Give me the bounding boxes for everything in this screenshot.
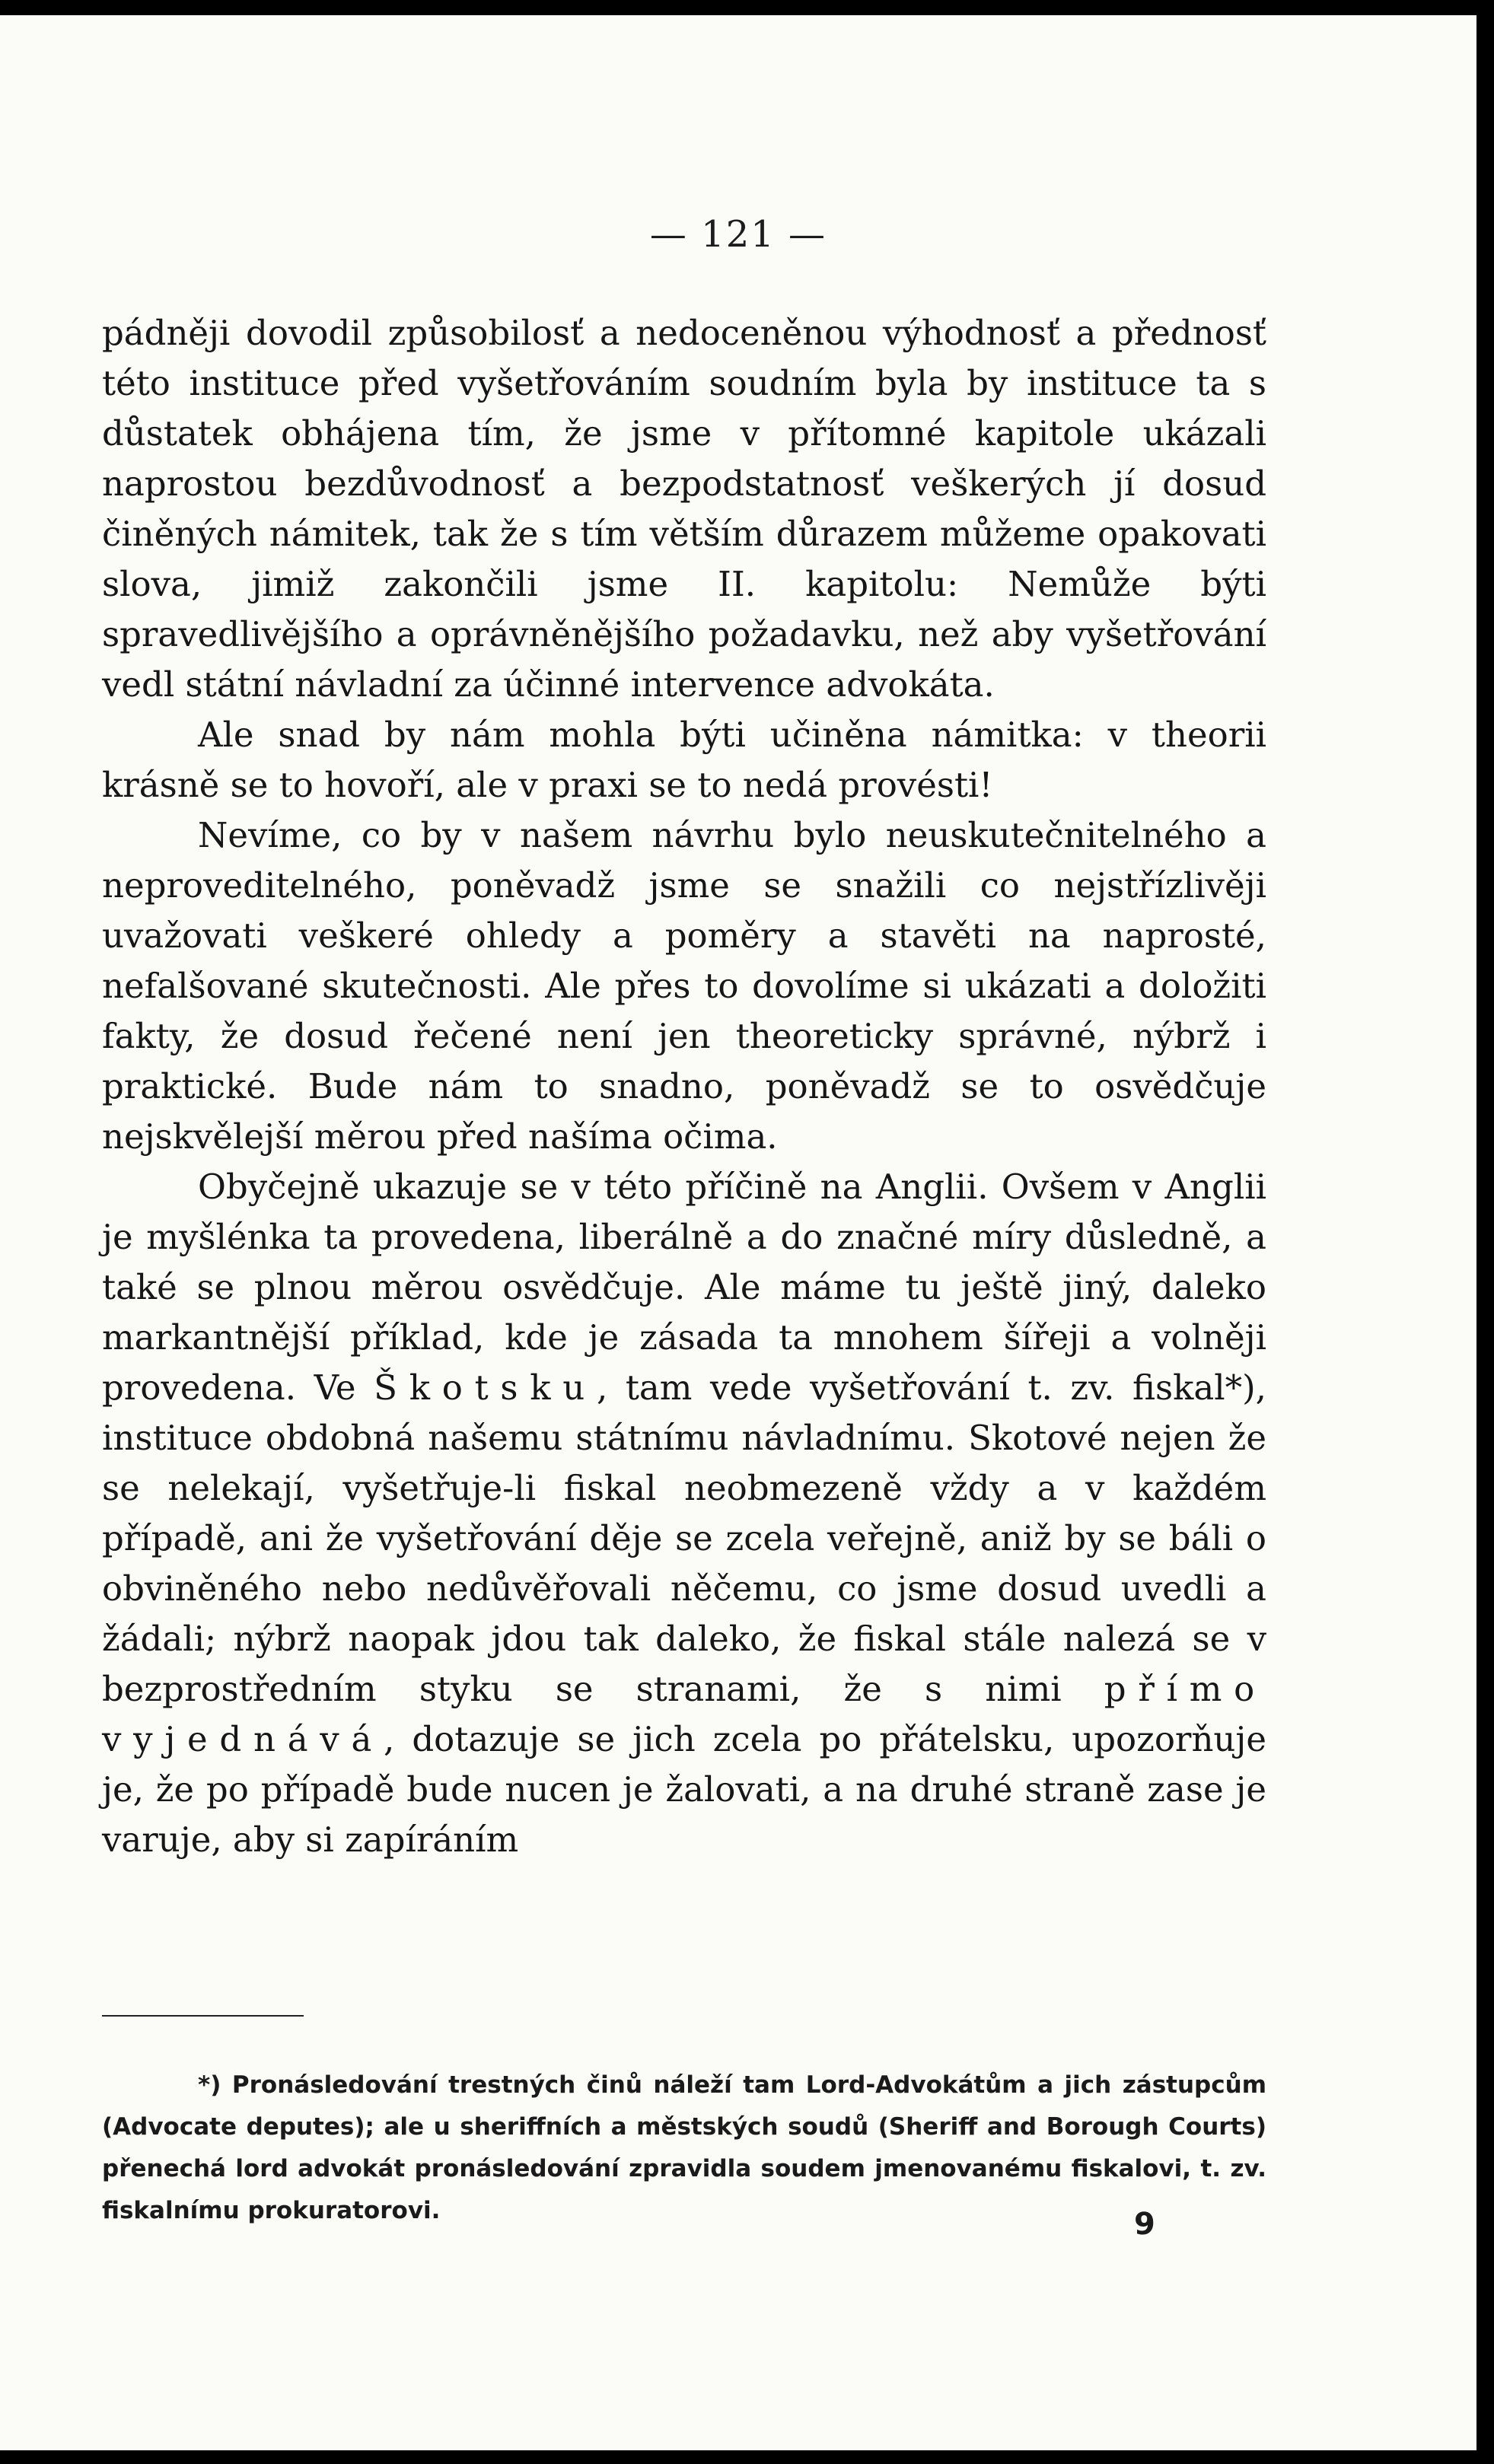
spaced-word-skotsku: Škotsku — [374, 1367, 597, 1408]
paragraph-4-part-3: , dotazuje se jich zcela po přátelsku, upozorňuje je, že po případě bude nucen je žalovati, a na druhé straně zase je varuje, aby si zapíráním — [102, 1719, 1266, 1860]
footnote: *) Pronásledování trestných činů náleží tam Lord-Advokátům a jich zástupcům (Advocate deputes); ale u sheriffních a městských soudů (Sheriff and Borough Courts) přenechá lord advokát pronásledování zpravidla soudem jmenovanému fiskalovi, t. zv. fiskalnímu prokuratorovi. — [102, 2071, 1266, 2224]
footnote-divider — [102, 2015, 304, 2017]
book-page — [0, 15, 1476, 2450]
paragraph-4 — [102, 1162, 1266, 1865]
page-number: — 121 — — [649, 213, 827, 256]
body-text — [102, 308, 1266, 1865]
paragraph-2: Ale snad by nám mohla býti učiněna námitka: v theorii krásně se to hovoří, ale v praxi se to nedá provésti! — [102, 715, 1266, 805]
paragraph-1: pádněji dovodil způsobilosť a nedoceněnou výhodnosť a přednosť této instituce před vyšetřováním soudním byla by instituce ta s důstatek obhájena tím, že jsme v přítomné kapitole ukázali naprostou bezdůvodnosť a bezpodstatnosť veškerých jí dosud činěných námitek, tak že s tím větším důrazem můžeme opakovati slova, jimiž zakončili jsme II. kapitolu: Nemůže býti spravedlivějšího a oprávněnějšího požadavku, než aby vyšetřování vedl státní návladní za účinné intervence advokáta. — [102, 313, 1266, 705]
spaced-phrase-primo-vyjednava: přímo vyjednává — [102, 1669, 1267, 1759]
printer-signature-mark: 9 — [1134, 2207, 1155, 2242]
paragraph-3: Nevíme, co by v našem návrhu bylo neuskutečnitelného a neproveditelného, poněvadž jsme se snažili co nejstřízlivěji uvažovati veškeré ohledy a poměry a stavěti na naprosté, nefalšované skutečnosti. Ale přes to dovolíme si ukázati a doložiti fakty, že dosud řečené není jen theoreticky správné, nýbrž i praktické. Bude nám to snadno, poněvadž se to osvědčuje nejskvělejší měrou před našíma očima. — [102, 815, 1266, 1157]
paragraph-4-part-1: Obyčejně ukazuje se v této příčině na Anglii. Ovšem v Anglii je myšlénka ta provedena, liberálně a do značné míry důsledně, a také se plnou měrou osvědčuje. Ale máme tu ještě jiný, daleko markantnější příklad, kde je zásada ta mnohem šířeji a volněji provedena. Ve — [102, 1167, 1266, 1408]
paragraph-4-part-2: , tam vede vyšetřování t. zv. fiskal*), instituce obdobná našemu státnímu návladnímu. Skotové nejen že se nelekají, vyšetřuje-li fiskal neobmezeně vždy a v každém případě, ani že vyšetřování děje se zcela veřejně, aniž by se báli o obviněného nebo nedůvěřovali něčemu, co jsme dosud uvedli a žádali; nýbrž naopak jdou tak daleko, že fiskal stále nalezá se v bezprostředním styku se stranami, že s nimi — [102, 1367, 1266, 1709]
